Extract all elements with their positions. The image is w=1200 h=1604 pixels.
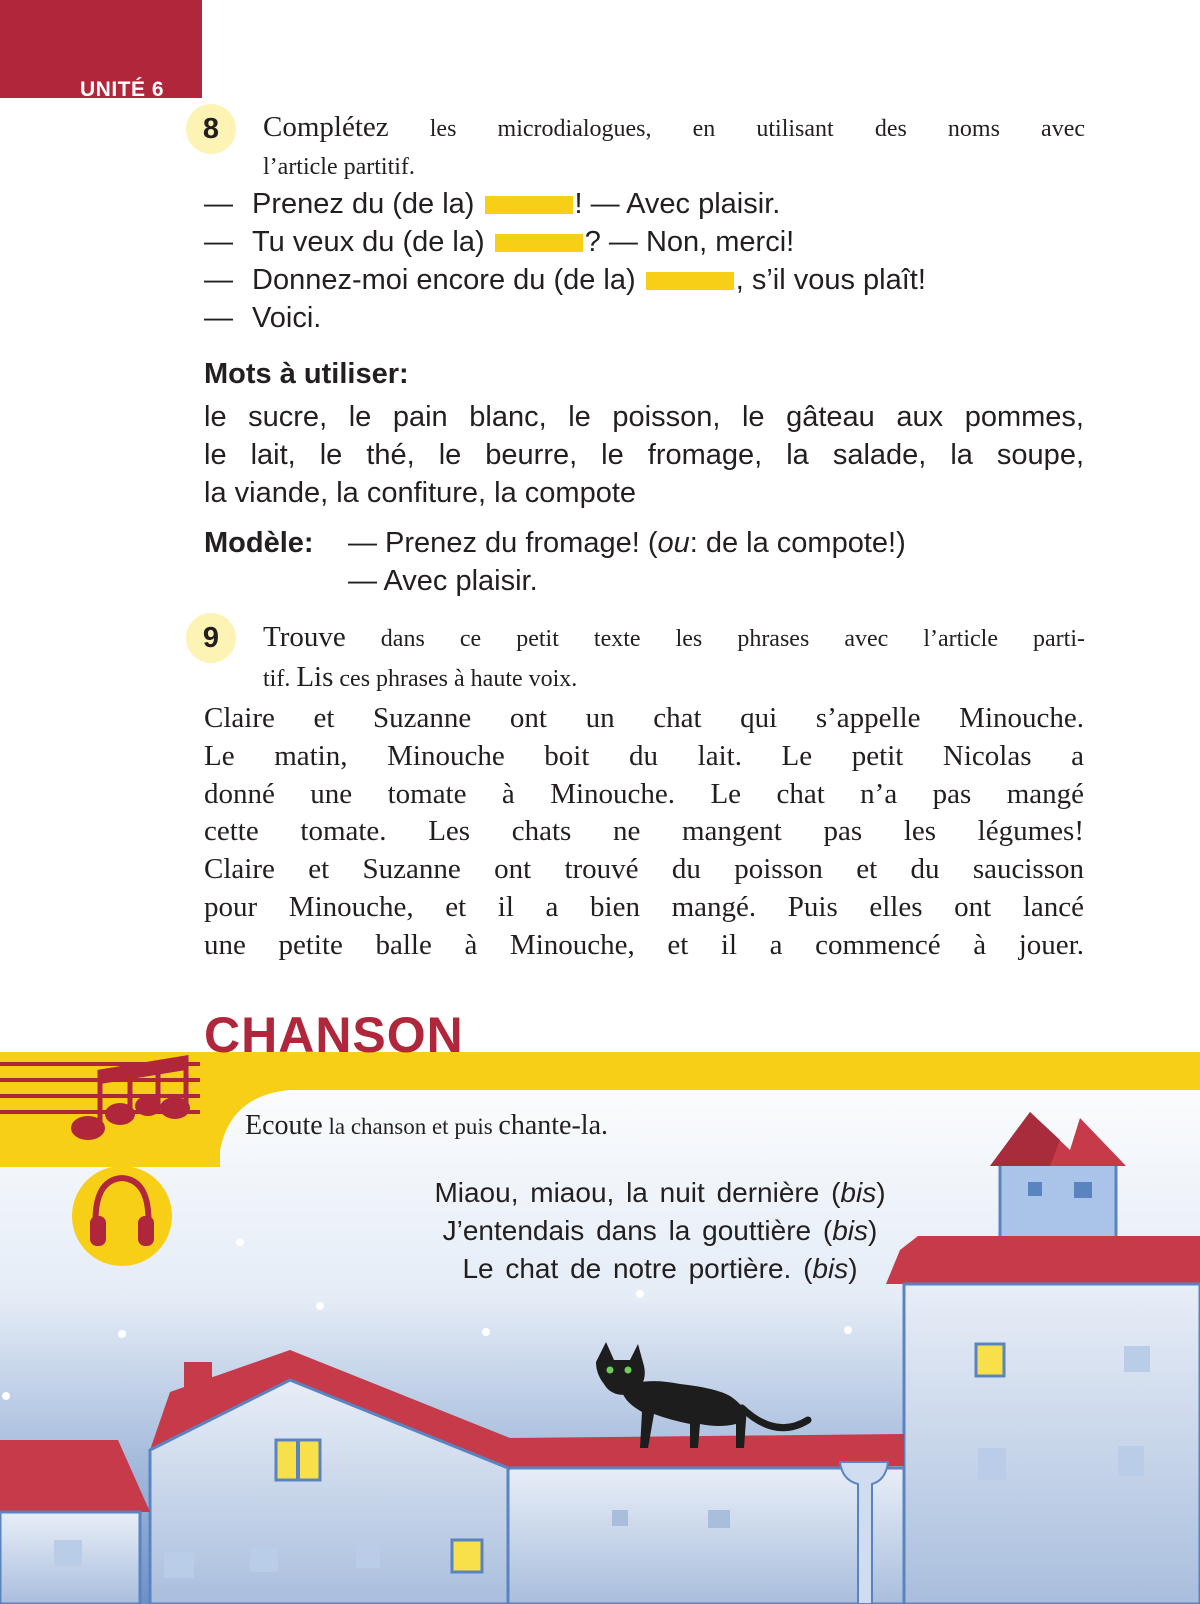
instruction-verb: Trouve [263, 621, 346, 653]
exercise-8-number: 8 [186, 104, 236, 154]
lyric-line [260, 1212, 1060, 1250]
song-lyrics [260, 1174, 1060, 1288]
word-list-line: la viande, la confiture, la compote [204, 477, 637, 509]
model-text: — Prenez du fromage! ( [348, 527, 658, 559]
exercise-9-number: 9 [186, 613, 236, 663]
model-label: Modèle: [204, 527, 314, 559]
lyric-text: Le chat de notre portière. ( [462, 1253, 813, 1284]
instruction-verb: Ecoute [245, 1110, 323, 1141]
dialogue-text: Tu veux du (de la) [252, 226, 485, 258]
story-line: pour Minouche, et il a bien mangé. Puis elles ont lancé [204, 890, 1084, 923]
chanson-instruction [245, 1110, 608, 1142]
dialogue-text: Voici. [252, 302, 322, 334]
dash: — [204, 264, 233, 296]
model-ou: ou [657, 527, 690, 559]
instruction-text: dans ce petit texte les phrases avec l’article parti- [380, 626, 1086, 652]
dialogue-text: ! — Avec plaisir. [574, 188, 781, 220]
chanson-title: CHANSON [204, 1007, 464, 1063]
instruction-verb: Lis [296, 661, 334, 693]
lyric-close: ) [868, 1215, 878, 1246]
story-line: donné une tomate à Minouche. Le chat n’a pas mangé [204, 777, 1084, 810]
instruction-text: ces phrases à haute voix. [339, 666, 578, 692]
model-text: : de la compote!) [689, 527, 906, 559]
dash: — [204, 302, 233, 334]
story-line: Le matin, Minouche boit du lait. Le petit Nicolas a [204, 739, 1084, 772]
instruction-text: les microdialogues, en utilisant des noms avec [429, 116, 1086, 142]
instruction-text: la chanson et puis [328, 1114, 493, 1139]
instruction-verb: chante-la. [498, 1110, 608, 1141]
dash: — [204, 188, 233, 220]
lyric-close: ) [848, 1253, 858, 1284]
dialogue-text: Donnez-moi encore du (de la) [252, 264, 636, 296]
words-title: Mots à utiliser: [204, 358, 409, 390]
headphones-icon [72, 1166, 172, 1266]
story-line: une petite balle à Minouche, et il a commencé à jouer. [204, 928, 1084, 961]
dialogue-text: Prenez du (de la) [252, 188, 475, 220]
lyric-text: Miaou, miaou, la nuit dernière ( [434, 1177, 841, 1208]
lyric-bis: bis [840, 1177, 877, 1208]
instruction-line2: l’article partitif. [263, 154, 415, 180]
story-line: cette tomate. Les chats ne mangent pas les légumes! [204, 815, 1084, 848]
instruction-text: tif. [263, 666, 291, 692]
dash: — [204, 226, 233, 258]
unit-label: UNITÉ 6 [80, 78, 165, 101]
story-line: Claire et Suzanne ont un chat qui s’appelle Minouche. [204, 702, 1084, 734]
dialogue-text: , s’il vous plaît! [735, 264, 926, 296]
story-line: Claire et Suzanne ont trouvé du poisson et du saucisson [204, 853, 1084, 886]
instruction-verb: Complétez [263, 111, 389, 143]
lyric-text: J’entendais dans la gouttière ( [442, 1215, 833, 1246]
word-list-line: le lait, le thé, le beurre, le fromage, la salade, la soupe, [204, 439, 1084, 471]
lyric-bis: bis [812, 1253, 849, 1284]
lyric-line [260, 1174, 1060, 1212]
lyric-close: ) [876, 1177, 886, 1208]
model-line2: — Avec plaisir. [348, 565, 538, 597]
lyric-bis: bis [832, 1215, 869, 1246]
word-list-line: le sucre, le pain blanc, le poisson, le gâteau aux pommes, [204, 401, 1084, 433]
lyric-line [260, 1250, 1060, 1288]
dialogue-text: ? — Non, merci! [584, 226, 795, 258]
